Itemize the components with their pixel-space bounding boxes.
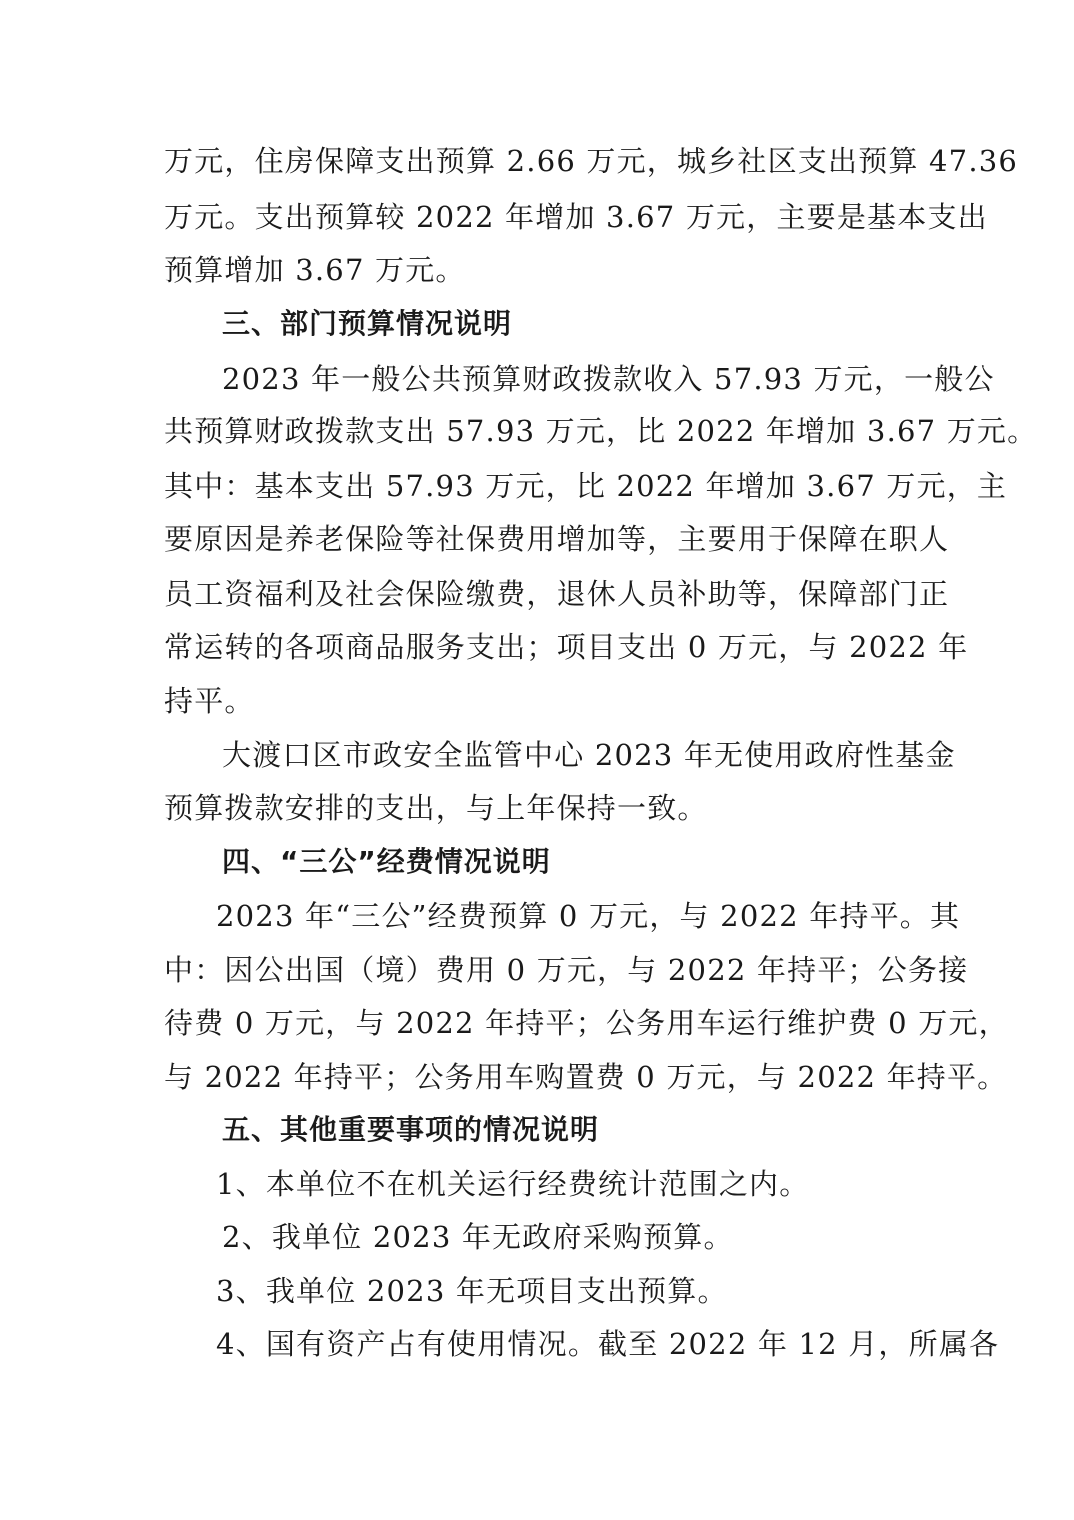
paragraph-line: 2023 年一般公共预算财政拨款收入 57.93 万元，一般公 — [222, 362, 995, 396]
paragraph-line: 持平。 — [164, 684, 255, 718]
list-item: 2、我单位 2023 年无政府采购预算。 — [222, 1220, 734, 1254]
paragraph-line: 与 2022 年持平；公务用车购置费 0 万元，与 2022 年持平。 — [164, 1060, 1008, 1094]
paragraph-line: 万元，住房保障支出预算 2.66 万元，城乡社区支出预算 47.36 — [164, 144, 1019, 178]
section-heading-3: 三、部门预算情况说明 — [222, 307, 513, 340]
paragraph-line: 2023 年“三公”经费预算 0 万元，与 2022 年持平。其 — [216, 899, 961, 933]
paragraph-line: 要原因是养老保险等社保费用增加等，主要用于保障在职人 — [164, 522, 950, 556]
paragraph-line: 待费 0 万元，与 2022 年持平；公务用车运行维护费 0 万元， — [164, 1006, 1009, 1040]
paragraph-line: 共预算财政拨款支出 57.93 万元，比 2022 年增加 3.67 万元。 — [164, 414, 1038, 448]
paragraph-line: 预算增加 3.67 万元。 — [164, 253, 466, 287]
paragraph-line: 预算拨款安排的支出，与上年保持一致。 — [164, 791, 708, 825]
list-item: 3、我单位 2023 年无项目支出预算。 — [216, 1274, 728, 1308]
paragraph-line: 万元。支出预算较 2022 年增加 3.67 万元，主要是基本支出 — [164, 200, 988, 234]
paragraph-line: 其中：基本支出 57.93 万元，比 2022 年增加 3.67 万元，主 — [164, 469, 1008, 503]
section-heading-5: 五、其他重要事项的情况说明 — [222, 1113, 600, 1146]
paragraph-line: 常运转的各项商品服务支出；项目支出 0 万元，与 2022 年 — [164, 630, 969, 664]
paragraph-line: 员工资福利及社会保险缴费，退休人员补助等，保障部门正 — [164, 577, 950, 611]
section-heading-4: 四、“三公”经费情况说明 — [222, 845, 551, 878]
list-item: 1、本单位不在机关运行经费统计范围之内。 — [216, 1167, 810, 1201]
paragraph-line: 中：因公出国（境）费用 0 万元，与 2022 年持平；公务接 — [164, 953, 969, 987]
paragraph-line: 大渡口区市政安全监管中心 2023 年无使用政府性基金 — [222, 738, 956, 772]
list-item: 4、国有资产占有使用情况。截至 2022 年 12 月，所属各 — [216, 1327, 1000, 1361]
